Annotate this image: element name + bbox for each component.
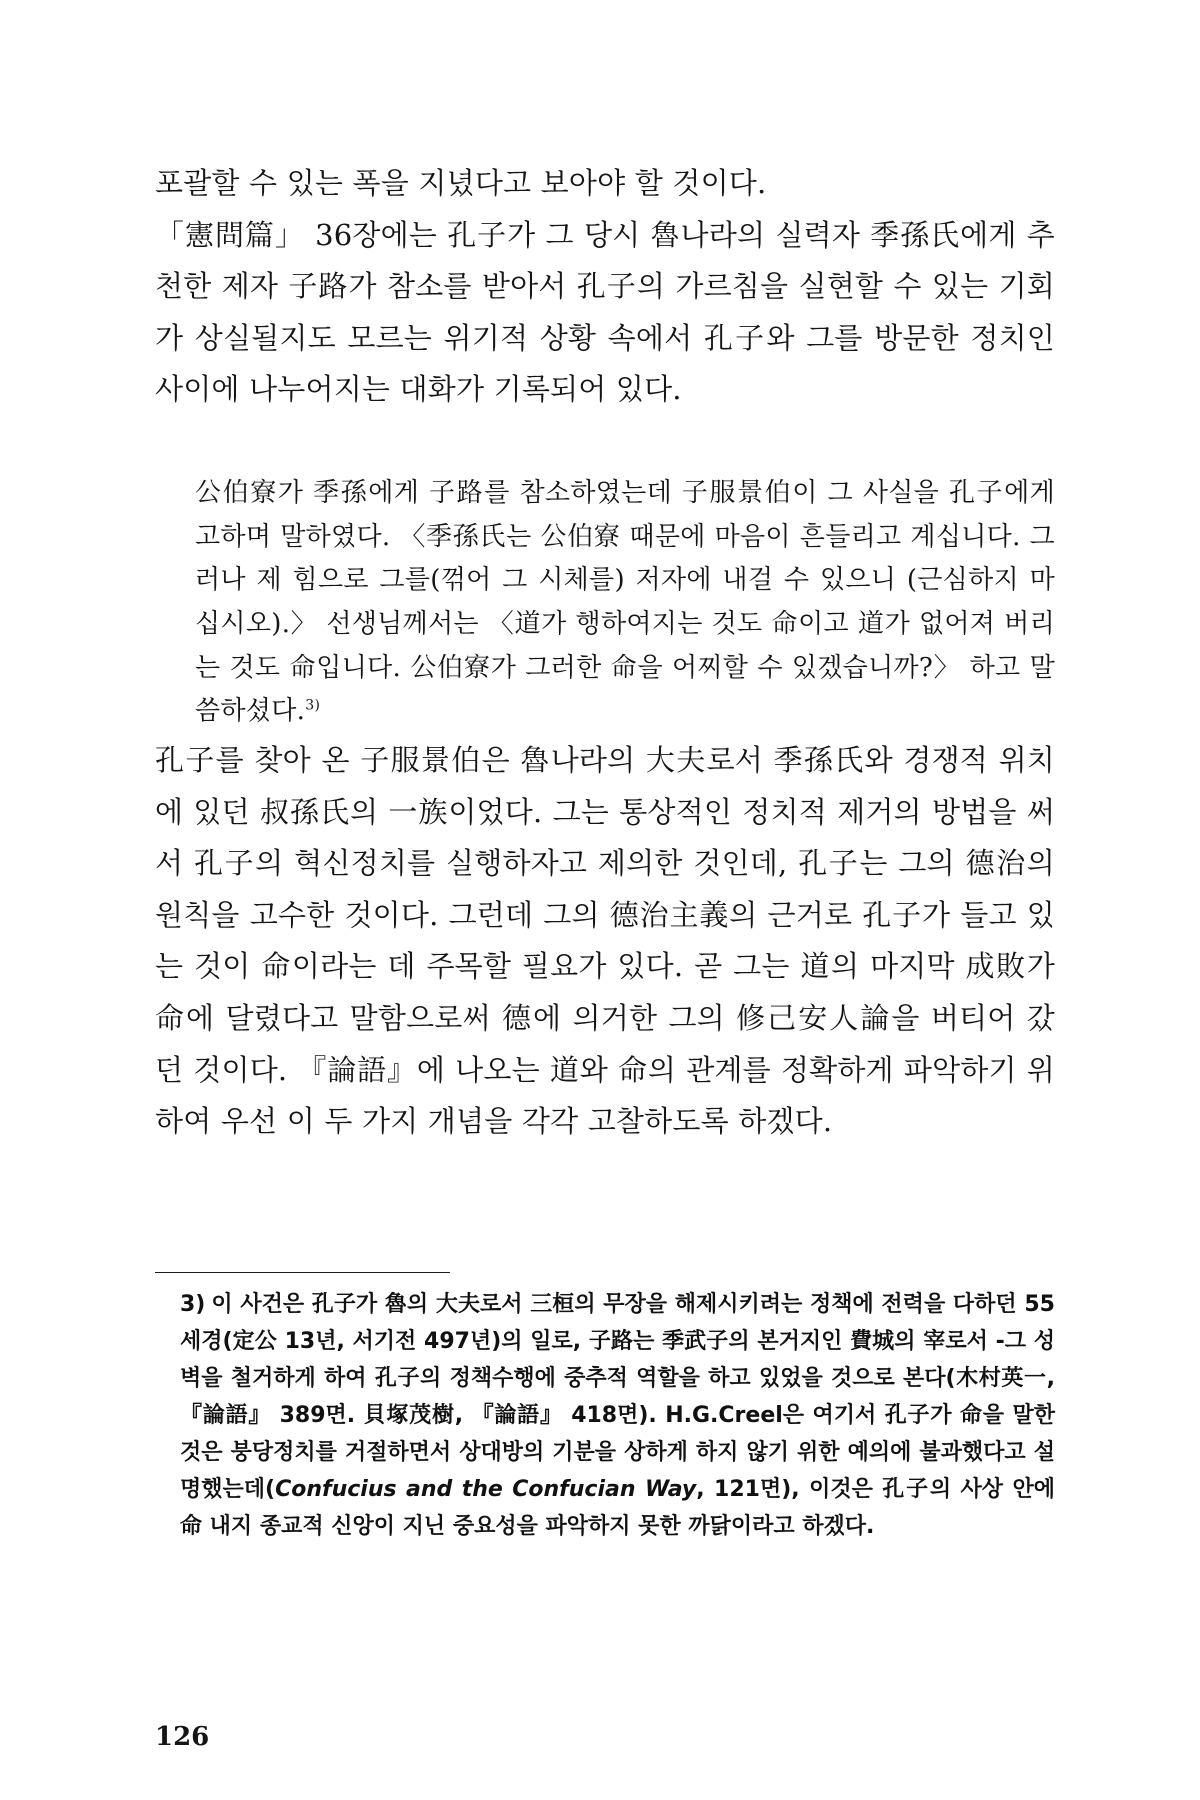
footnote-divider <box>155 1272 450 1273</box>
body-text-top <box>155 158 1055 416</box>
body-text-bottom <box>155 735 1055 1148</box>
quote-text: 公伯寮가 季孫에게 子路를 참소하였는데 子服景伯이 그 사실을 孔子에게 고하며 말하였다. 〈季孫氏는 公伯寮 때문에 마음이 흔들리고 계십니다. 그러나 제 힘으로 그를(꺾어 그 시체를) 저자에 내걸 수 있으니 (근심하지 마십시오).〉 선생님께서는 〈道가 행하여지는 것도 命이고 道가 없어져 버리는 것도 命입니다. 公伯寮가 그러한 命을 어찌할 수 있겠습니까?〉 하고 말씀하셨다. <box>195 478 1055 727</box>
footnote-book-title: Confucius and the Confucian Way <box>275 1476 697 1502</box>
paragraph-2: 「憲問篇」 36장에는 孔子가 그 당시 魯나라의 실력자 季孫氏에게 추천한 제자 子路가 참소를 받아서 孔子의 가르침을 실현할 수 있는 기회가 상실될지도 모르는 위기적 상황 속에서 孔子와 그를 방문한 정치인 사이에 나누어지는 대화가 기록되어 있다. <box>155 217 1055 407</box>
block-quote <box>195 472 1055 734</box>
footnote-number: 3) <box>180 1292 206 1317</box>
paragraph-3: 孔子를 찾아 온 子服景伯은 魯나라의 大夫로서 季孫氏와 경쟁적 위치에 있던 叔孫氏의 一族이었다. 그는 통상적인 정치적 제거의 방법을 써서 孔子의 혁신정치를 실행하자고 제의한 것인데, 孔子는 그의 德治의 원칙을 고수한 것이다. 그런데 그의 德治主義의 근거로 孔子가 들고 있는 것이 命이라는 데 주목할 필요가 있다. 곧 그는 道의 마지막 成敗가 命에 달렸다고 말함으로써 德에 의거한 그의 修己安人論을 버티어 갔던 것이다. 『論語』에 나오는 道와 命의 관계를 정확하게 파악하기 위하여 우선 이 두 가지 개념을 각각 고찰하도록 하겠다. <box>155 743 1055 1139</box>
footnote-text-a: 이 사건은 孔子가 魯의 大夫로서 三桓의 무장을 해제시키려는 정책에 전력을 다하던 55세경(定公 13년, 서기전 497년)의 일로, 子路는 季武子의 본거지인 費城의 宰로서 -그 성벽을 철거하게 하여 孔子의 정책수행에 중추적 역할을 하고 있었을 것으로 본다(木村英一, 『論語』 389면. 貝塚茂樹, 『論語』 418면). H.G.Creel은 여기서 孔子가 命을 말한 것은 붕당정치를 거절하면서 상대방의 기분을 상하게 하지 않기 위한 예의에 불과했다고 설명했는데( <box>180 1292 1055 1502</box>
footnote-3 <box>180 1287 1055 1546</box>
quote-paragraph <box>195 472 1055 734</box>
footnote-text-b: , 121면), 이것은 孔子의 사상 안에 命 내지 종교적 신앙이 지닌 중요성을 파악하지 못한 까닭이라고 하겠다. <box>180 1476 1056 1539</box>
footnote-marker: 3) <box>305 697 321 714</box>
page-number: 126 <box>155 1722 210 1752</box>
paragraph-1: 포괄할 수 있는 폭을 지녔다고 보아야 할 것이다. <box>155 166 767 200</box>
